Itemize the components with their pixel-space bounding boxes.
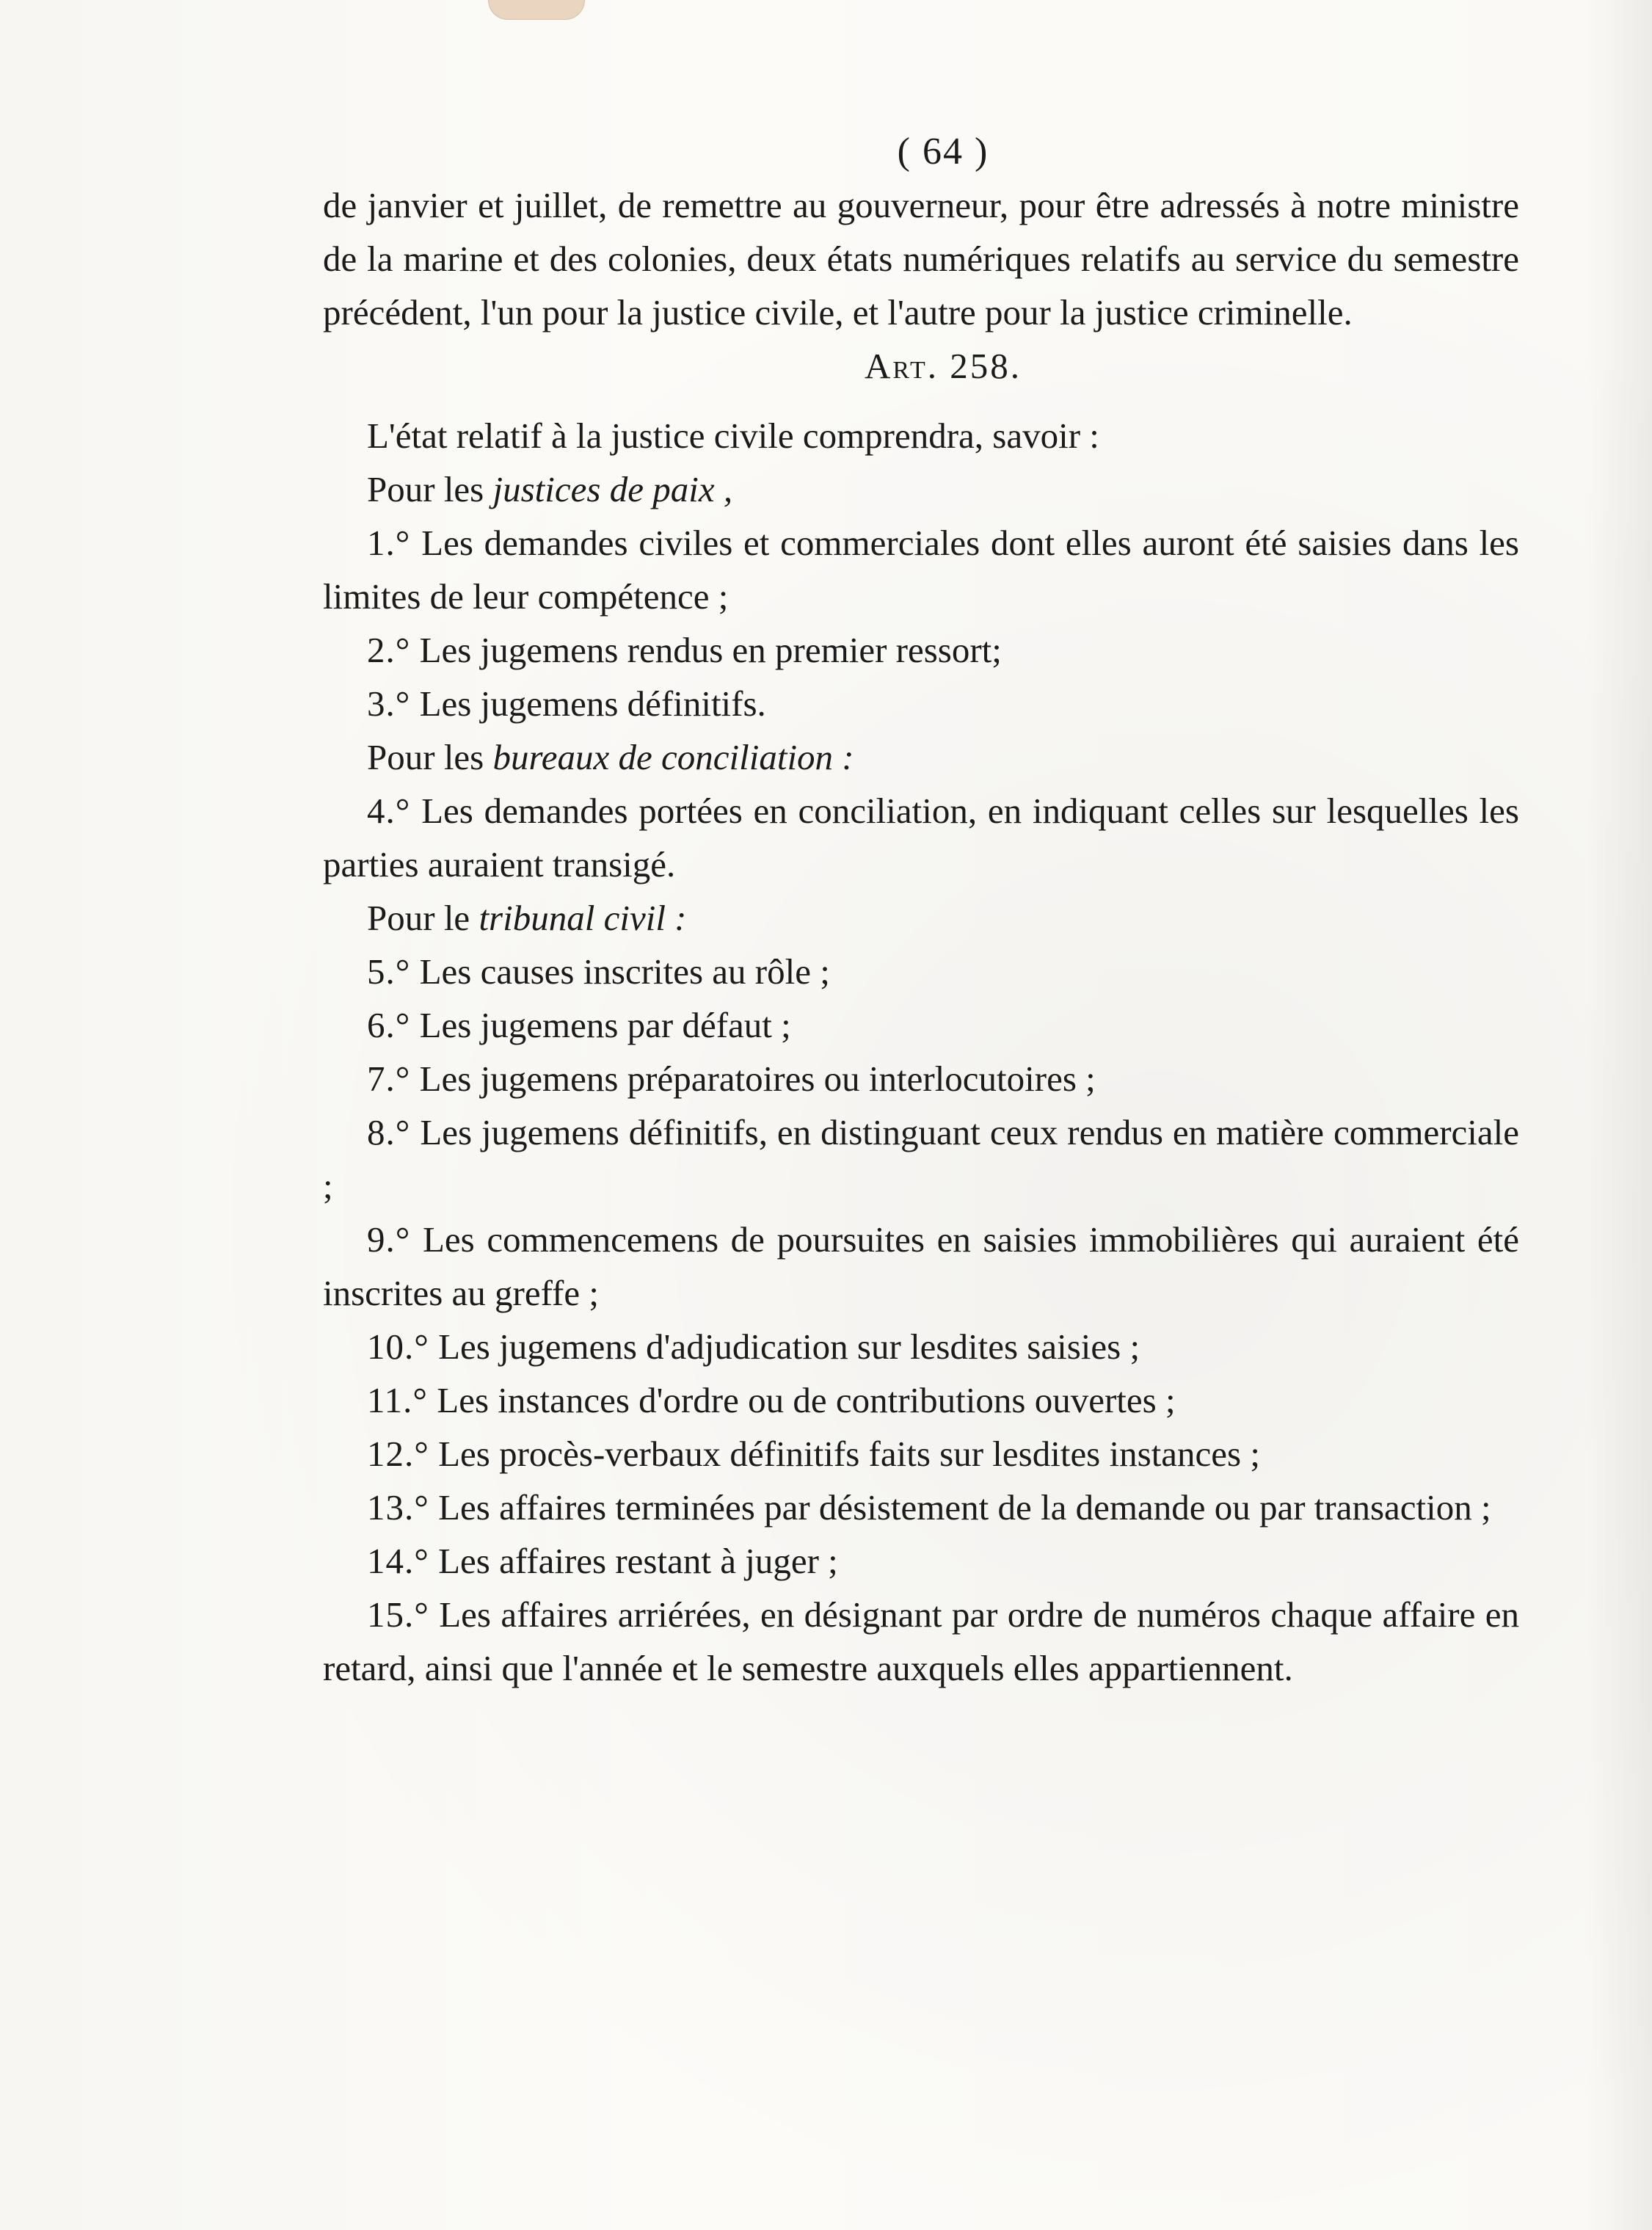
list-item bbox=[323, 516, 1519, 623]
list-item bbox=[323, 1481, 1519, 1534]
item-number: 13.° bbox=[367, 1487, 429, 1528]
section-heading-justices-de-paix bbox=[323, 462, 1519, 516]
list-item bbox=[323, 677, 1519, 730]
item-text: Les affaires restant à juger ; bbox=[438, 1541, 838, 1581]
item-text: Les commencemens de poursuites en saisies immobilières qui auraient été inscrites au greffe ; bbox=[323, 1219, 1520, 1313]
list-item bbox=[323, 998, 1519, 1052]
list-item bbox=[323, 784, 1519, 891]
intro-line: L'état relatif à la justice civile comprendra, savoir : bbox=[367, 415, 1099, 456]
text-block bbox=[323, 125, 1519, 1695]
item-number: 11.° bbox=[367, 1380, 429, 1420]
list-item bbox=[323, 623, 1519, 677]
item-number: 1.° bbox=[367, 523, 411, 563]
item-text: Les causes inscrites au rôle ; bbox=[419, 951, 830, 992]
section-prefix: Pour les bbox=[367, 737, 493, 777]
item-text: Les jugemens par défaut ; bbox=[419, 1005, 791, 1045]
item-text: Les jugemens préparatoires ou interlocutoires ; bbox=[419, 1058, 1096, 1099]
list-item bbox=[323, 1213, 1519, 1320]
item-text: Les procès-verbaux définitifs faits sur lesdites instances ; bbox=[438, 1434, 1260, 1474]
item-number: 7.° bbox=[367, 1058, 411, 1099]
item-number: 14.° bbox=[367, 1541, 429, 1581]
section-label: tribunal civil : bbox=[479, 898, 687, 938]
item-number: 3.° bbox=[367, 683, 411, 724]
item-text: Les affaires terminées par désistement de la demande ou par transaction ; bbox=[438, 1487, 1491, 1528]
section-prefix: Pour les bbox=[367, 469, 493, 509]
item-text: Les demandes portées en conciliation, en indiquant celles sur lesquelles les parties auraient transigé. bbox=[323, 791, 1519, 885]
item-number: 10.° bbox=[367, 1326, 429, 1367]
item-number: 5.° bbox=[367, 951, 411, 992]
section-heading-tribunal-civil bbox=[323, 891, 1519, 945]
item-number: 8.° bbox=[367, 1112, 411, 1152]
section-prefix: Pour le bbox=[367, 898, 479, 938]
list-item bbox=[323, 1320, 1519, 1373]
page-tab bbox=[488, 0, 585, 20]
list-item bbox=[323, 1105, 1519, 1213]
list-item bbox=[323, 1373, 1519, 1427]
article-heading: Art. 258. bbox=[864, 346, 1022, 386]
item-number: 6.° bbox=[367, 1005, 411, 1045]
item-text: Les jugemens rendus en premier ressort; bbox=[419, 630, 1002, 670]
page-number: ( 64 ) bbox=[897, 131, 989, 172]
list-item bbox=[323, 1427, 1519, 1481]
list-item bbox=[323, 1588, 1519, 1695]
page-edge-shadow bbox=[1586, 0, 1652, 2230]
item-text: Les instances d'ordre ou de contributions ouvertes ; bbox=[437, 1380, 1176, 1420]
opening-paragraph: de janvier et juillet, de remettre au gouverneur, pour être adressés à notre ministre de la marine et des colonies, deux états numériques relatifs au service du semestre précédent, l'un pour la justice civile, et l'autre pour la justice criminelle. bbox=[323, 185, 1519, 333]
list-item bbox=[323, 945, 1519, 998]
item-text: Les demandes civiles et commerciales dont elles auront été saisies dans les limites de leur compétence ; bbox=[323, 523, 1519, 617]
item-number: 2.° bbox=[367, 630, 411, 670]
list-item bbox=[323, 1534, 1519, 1588]
item-number: 15.° bbox=[367, 1594, 429, 1635]
item-text: Les affaires arriérées, en désignant par ordre de numéros chaque affaire en retard, ainsi que l'année et le semestre auxquels elles appartiennent. bbox=[323, 1594, 1520, 1688]
section-label: justices de paix , bbox=[492, 469, 733, 509]
item-number: 9.° bbox=[367, 1219, 411, 1260]
list-item bbox=[323, 1052, 1519, 1105]
item-number: 12.° bbox=[367, 1434, 429, 1474]
item-text: Les jugemens définitifs. bbox=[419, 683, 766, 724]
item-text: Les jugemens définitifs, en distinguant ceux rendus en matière commerciale ; bbox=[323, 1112, 1519, 1206]
item-text: Les jugemens d'adjudication sur lesdites saisies ; bbox=[438, 1326, 1140, 1367]
section-heading-bureaux-de-conciliation bbox=[323, 730, 1519, 784]
item-number: 4.° bbox=[367, 791, 411, 831]
section-label: bureaux de conciliation : bbox=[492, 737, 854, 777]
